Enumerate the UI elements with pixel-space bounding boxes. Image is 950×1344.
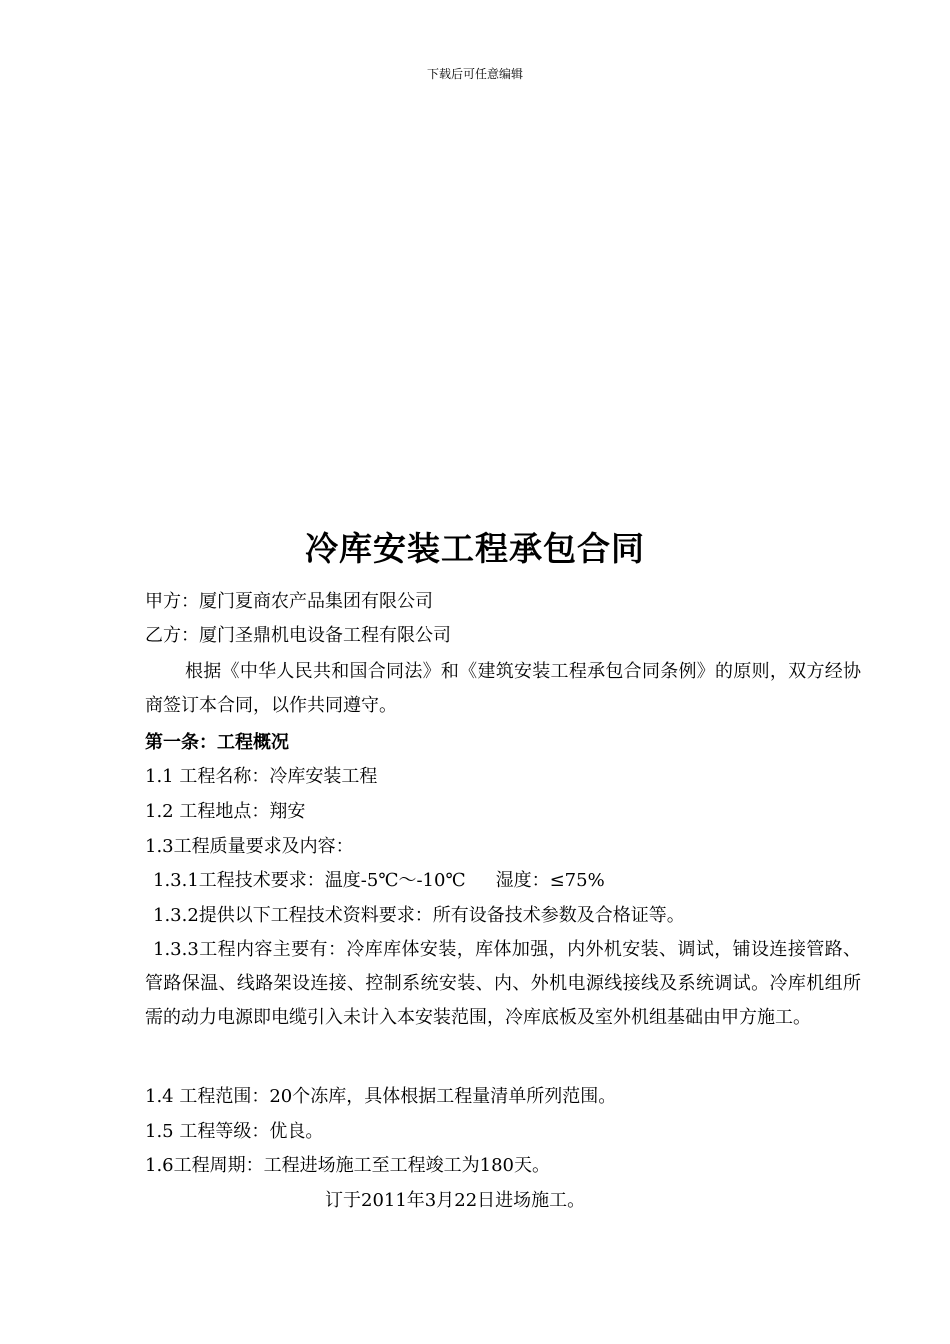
item-1-3-1: [145, 864, 861, 898]
item-1-4: 1.4 工程范围：20个冻库，具体根据工程量清单所列范围。: [145, 1086, 617, 1107]
start-date-line: 订于2011年3月22日进场施工。: [325, 1190, 586, 1211]
item-1-3-1-temperature: 1.3.1工程技术要求：温度-5℃～-10℃: [153, 870, 466, 891]
article-1-heading: 第一条：工程概况: [145, 732, 289, 753]
item-1-3: 1.3工程质量要求及内容：: [145, 836, 354, 857]
header-note: 下载后可任意编辑: [426, 67, 523, 81]
item-1-3-1-humidity: 湿度：≤75%: [495, 870, 605, 891]
item-1-5: 1.5 工程等级：优良。: [145, 1121, 324, 1142]
item-1-1: 1.1 工程名称：冷库安装工程: [145, 766, 378, 787]
party-b: 乙方：厦门圣鼎机电设备工程有限公司: [145, 625, 451, 646]
item-1-6: 1.6工程周期：工程进场施工至工程竣工为180天。: [145, 1155, 550, 1176]
contract-title: 冷库安装工程承包合同: [305, 529, 645, 568]
item-1-3-3: 1.3.3工程内容主要有：冷库库体安装，库体加强，内外机安装、调试，铺设连接管路、管路保温、线路架设连接、控制系统安装、内、外机电源线接线及系统调试。冷库机组所需的动力电源即电缆引入未计入本安装范围，冷库底板及室外机组基础由甲方施工。: [145, 939, 861, 1028]
party-a: 甲方：厦门夏商农产品集团有限公司: [145, 591, 433, 612]
item-1-2: 1.2 工程地点：翔安: [145, 801, 306, 822]
item-1-3-2: 1.3.2提供以下工程技术资料要求：所有设备技术参数及合格证等。: [153, 905, 685, 926]
preamble-paragraph: 根据《中华人民共和国合同法》和《建筑安装工程承包合同条例》的原则，双方经协商签订本合同，以作共同遵守。: [145, 661, 861, 716]
